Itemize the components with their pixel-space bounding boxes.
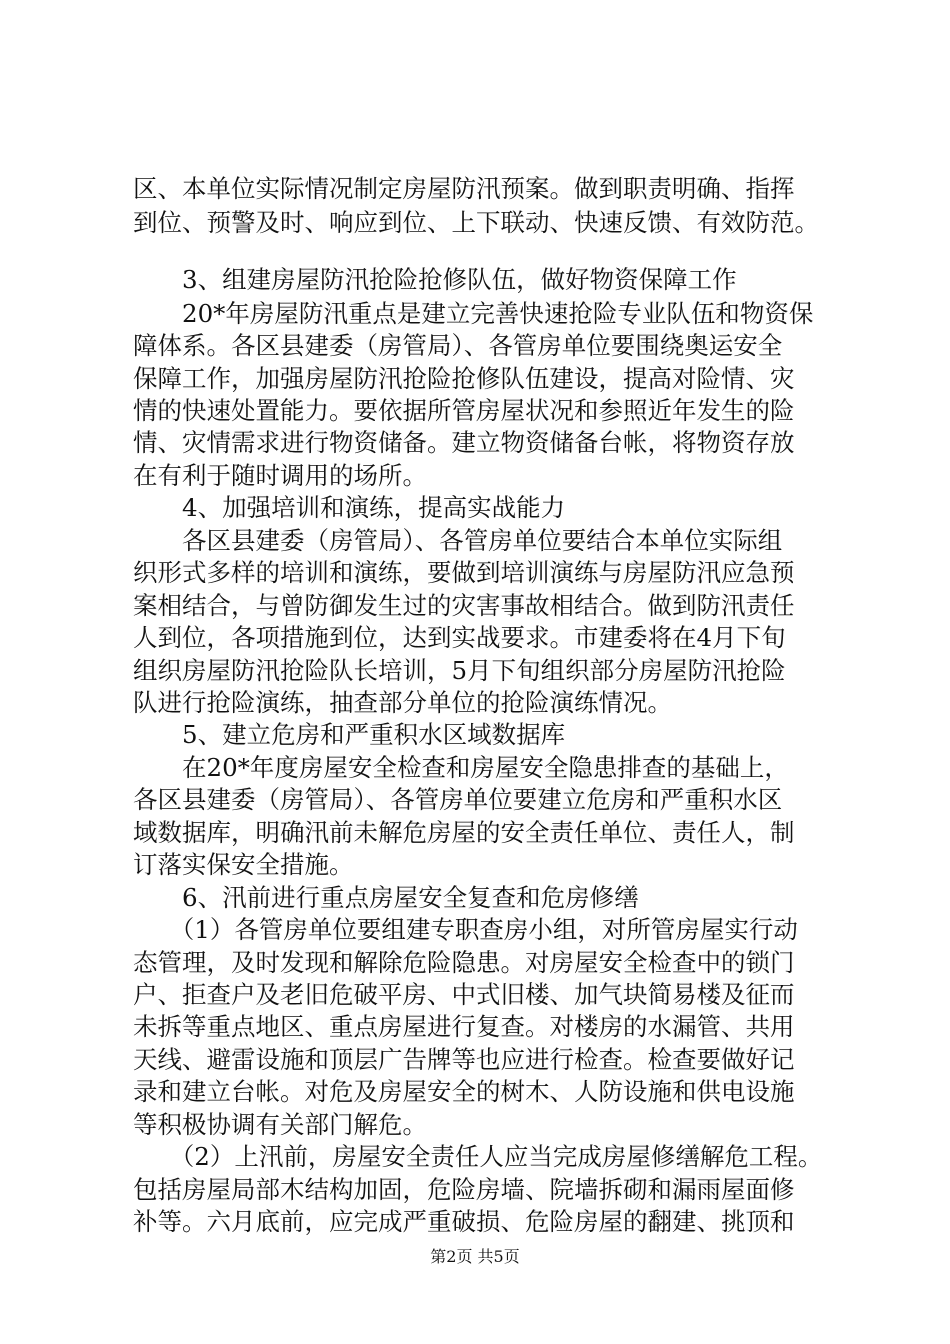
text-line: 情的快速处置能力。要依据所管房屋状况和参照近年发生的险 — [133, 396, 795, 425]
text-line: 队进行抢险演练，抽查部分单位的抢险演练情况。 — [133, 688, 672, 717]
page-number-footer: 第2页 共5页 — [430, 1247, 520, 1266]
text-line: 情、灾情需求进行物资储备。建立物资储备台帐，将物资存放 — [133, 428, 795, 457]
text-line: 保障工作，加强房屋防汛抢险抢修队伍建设，提高对险情、灾 — [133, 364, 795, 393]
text-line: 录和建立台帐。对危及房屋安全的树木、人防设施和供电设施 — [133, 1077, 795, 1106]
text-line: 织形式多样的培训和演练，要做到培训演练与房屋防汛应急预 — [133, 558, 795, 587]
text-line: 20*年房屋防汛重点是建立完善快速抢险专业队伍和物资保 — [133, 299, 814, 328]
section-heading: 3、组建房屋防汛抢险抢修队伍，做好物资保障工作 — [133, 265, 737, 294]
text-line: 人到位，各项措施到位，达到实战要求。市建委将在4月下旬 — [133, 623, 786, 652]
section-heading: 4、加强培训和演练，提高实战能力 — [133, 493, 566, 522]
text-line: （2）上汛前，房屋安全责任人应当完成房屋修缮解危工程。 — [133, 1142, 823, 1171]
text-line: 案相结合，与曾防御发生过的灾害事故相结合。做到防汛责任 — [133, 591, 795, 620]
text-line: 包括房屋局部木结构加固，危险房墙、院墙拆砌和漏雨屋面修 — [133, 1175, 795, 1204]
section-heading: 5、建立危房和严重积水区域数据库 — [133, 720, 566, 749]
text-line: 补等。六月底前，应完成严重破损、危险房屋的翻建、挑顶和 — [133, 1207, 795, 1236]
text-line: 各区县建委（房管局）、各管房单位要结合本单位实际组 — [133, 526, 783, 555]
text-line: 户、拒查户及老旧危破平房、中式旧楼、加气块简易楼及征而 — [133, 980, 795, 1009]
text-line: 订落实保安全措施。 — [133, 850, 354, 879]
text-line: （1）各管房单位要组建专职查房小组，对所管房屋实行动 — [133, 915, 798, 944]
text-line: 障体系。各区县建委（房管局）、各管房单位要围绕奥运安全 — [133, 331, 783, 360]
text-line: 区、本单位实际情况制定房屋防汛预案。做到职责明确、指挥 — [133, 174, 795, 203]
text-line: 域数据库，明确汛前未解危房屋的安全责任单位、责任人，制 — [133, 818, 795, 847]
text-line: 到位、预警及时、响应到位、上下联动、快速反馈、有效防范。 — [133, 208, 819, 237]
text-line: 天线、避雷设施和顶层广告牌等也应进行检查。检查要做好记 — [133, 1045, 795, 1074]
text-line: 在20*年度房屋安全检查和房屋安全隐患排查的基础上， — [133, 753, 789, 782]
text-line: 组织房屋防汛抢险队长培训，5月下旬组织部分房屋防汛抢险 — [133, 656, 786, 685]
text-line: 态管理，及时发现和解除危险隐患。对房屋安全检查中的锁门 — [133, 948, 795, 977]
text-line: 各区县建委（房管局）、各管房单位要建立危房和严重积水区 — [133, 785, 783, 814]
section-heading: 6、汛前进行重点房屋安全复查和危房修缮 — [133, 883, 639, 912]
text-line: 在有利于随时调用的场所。 — [133, 461, 427, 490]
text-line: 等积极协调有关部门解危。 — [133, 1110, 427, 1139]
text-line: 未拆等重点地区、重点房屋进行复查。对楼房的水漏管、共用 — [133, 1012, 795, 1041]
